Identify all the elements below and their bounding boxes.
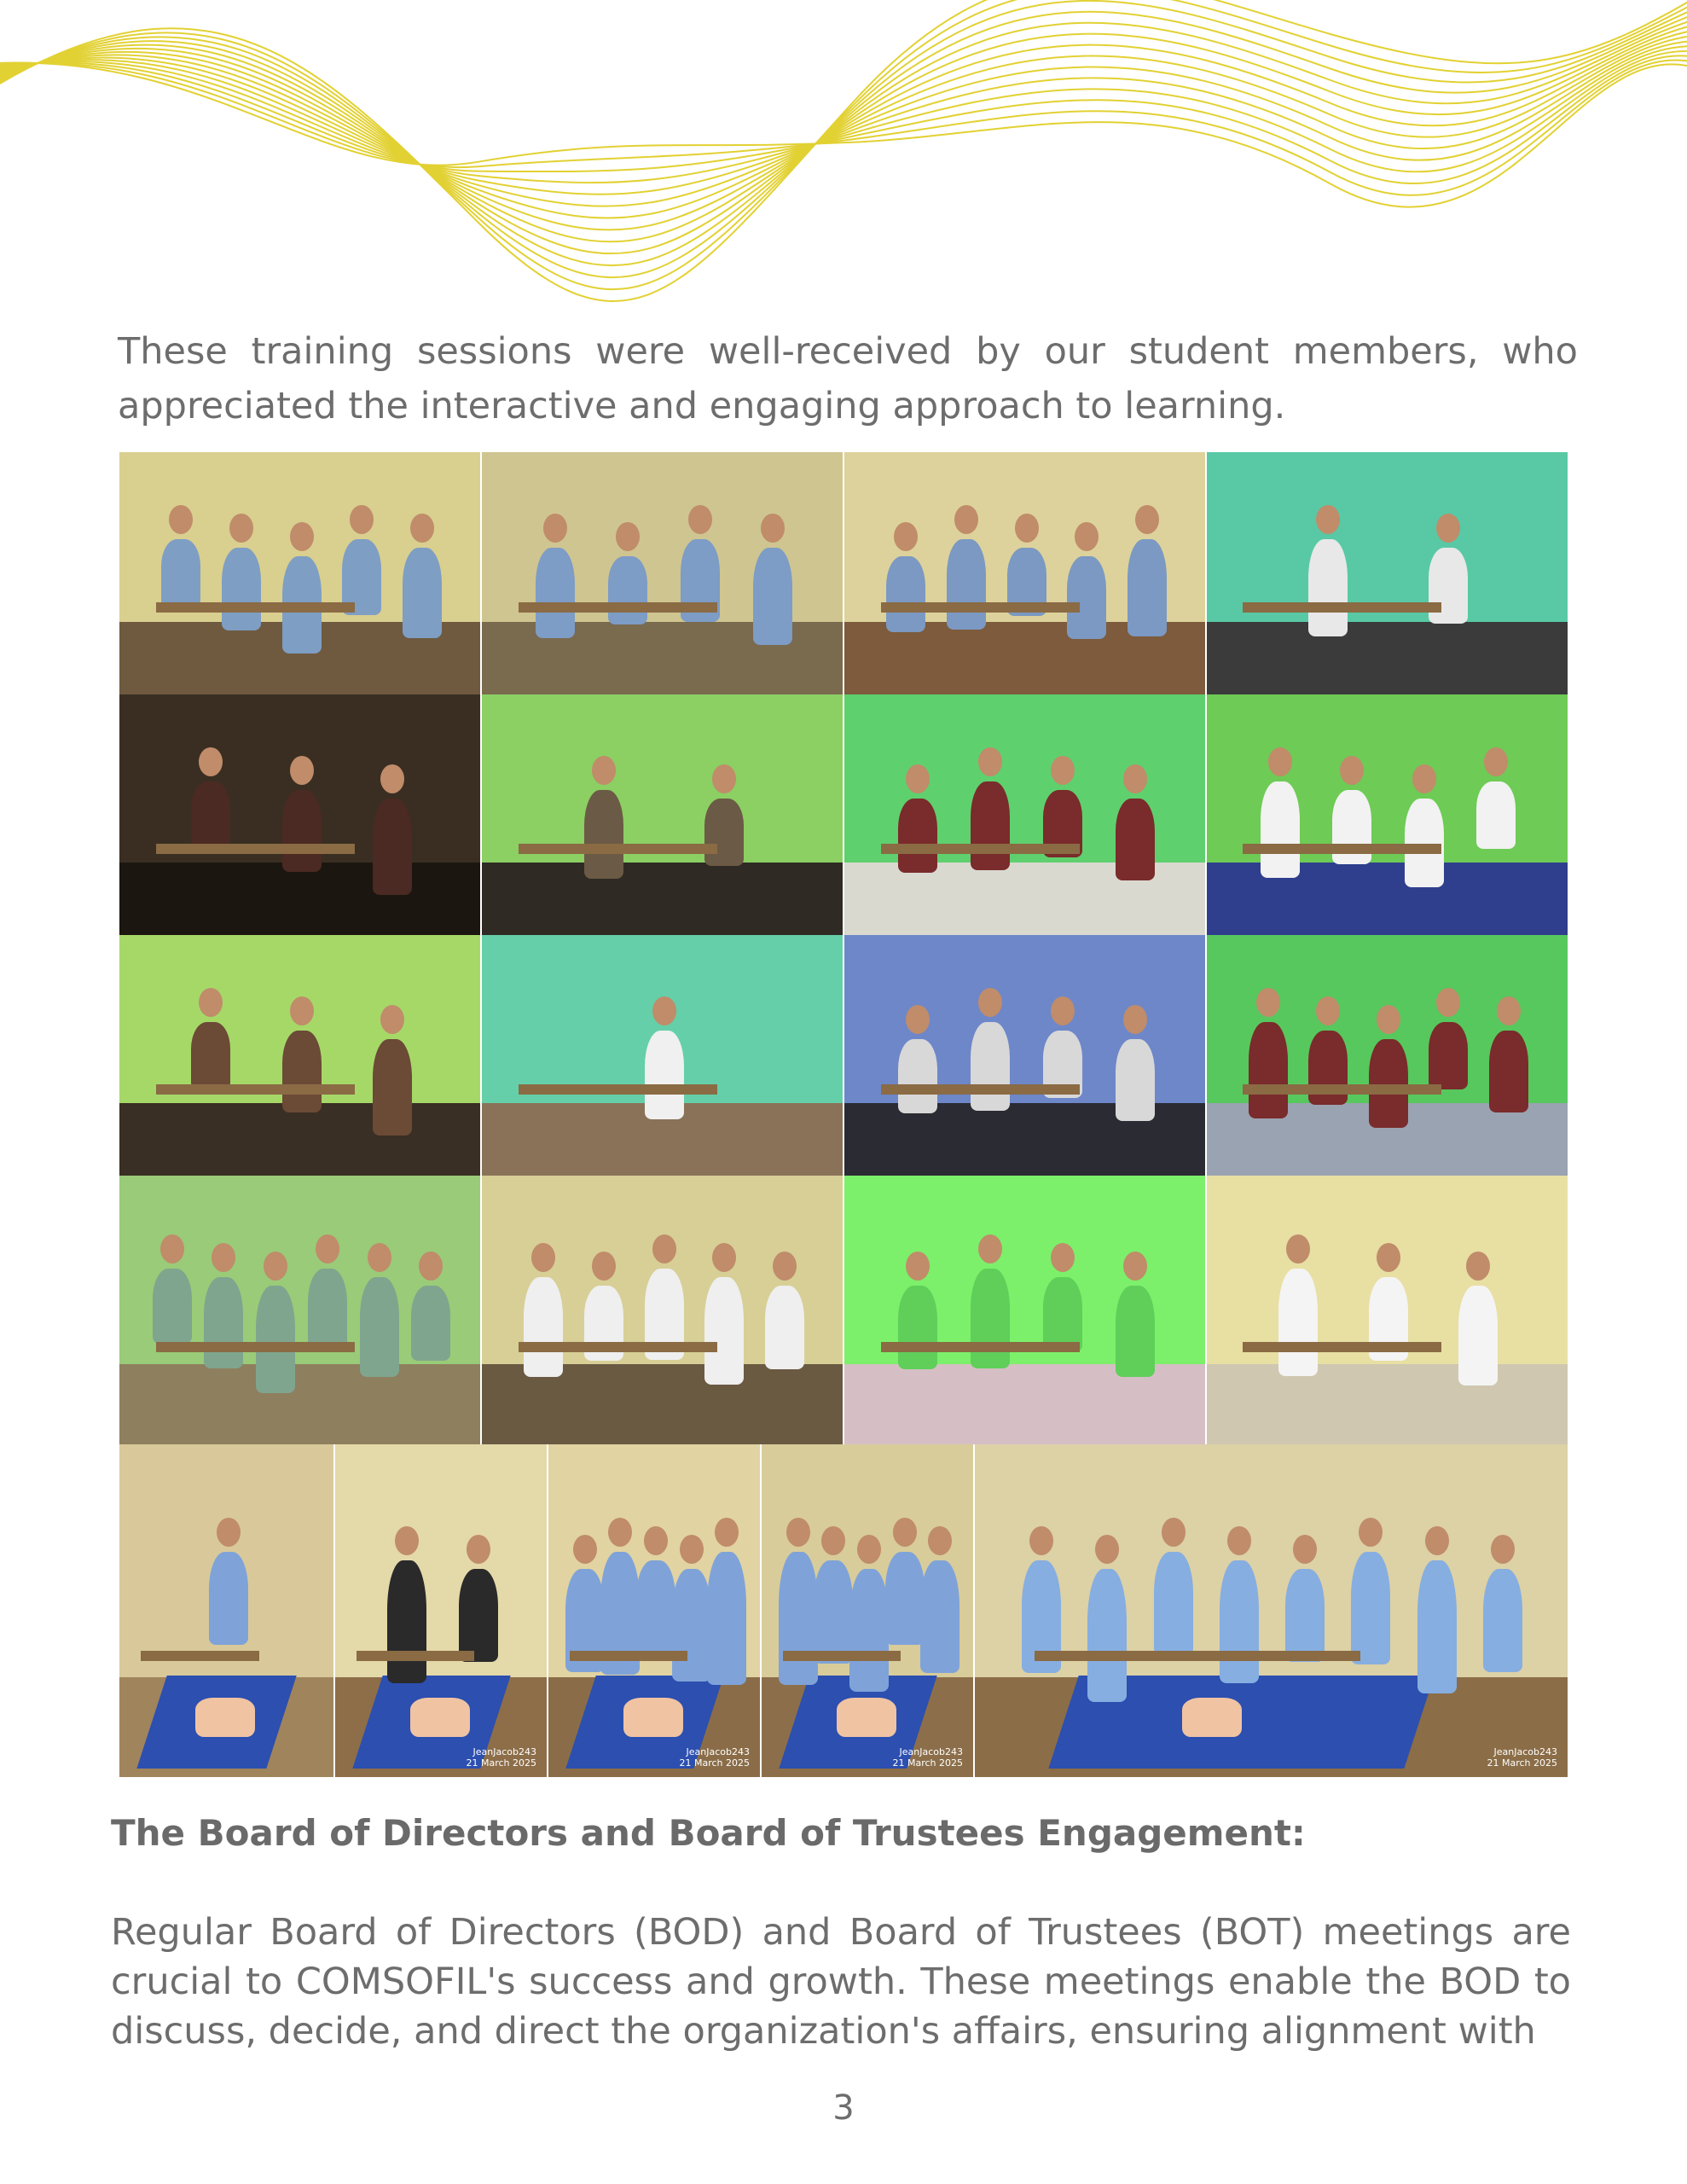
photo-refrigerator-repair (119, 935, 482, 1176)
decorative-wave-lines (0, 0, 1687, 316)
photo-compressor-repair-closeup (119, 694, 482, 935)
photo-watermark: JeanJacob243 21 March 2025 (892, 1746, 963, 1769)
photo-evening-laptop-class (844, 935, 1207, 1176)
photo-classroom-students-writing (482, 452, 844, 694)
photo-cpr-class-wide (975, 1444, 1568, 1777)
photo-watermark: JeanJacob243 21 March 2025 (466, 1746, 536, 1769)
wave-line (0, 0, 1687, 301)
photo-watermark: JeanJacob243 21 March 2025 (1487, 1746, 1557, 1769)
intro-paragraph: These training sessions were well-received by our student members, who appreciated the interactive and engaging approach to learning. (118, 330, 1578, 427)
photo-classroom-laptops (119, 452, 482, 694)
wave-line (0, 63, 1687, 207)
wave-line (0, 16, 1687, 253)
wave-line (0, 1, 1687, 277)
photo-trainee-hoodie (482, 694, 844, 935)
collage-row (119, 1176, 1568, 1444)
photo-workbench-wiring (1207, 694, 1568, 935)
photo-certificate-handover (1207, 1176, 1568, 1444)
collage-row (119, 1444, 1568, 1777)
photo-cpr-instructor (335, 1444, 548, 1777)
photo-selfie-green-room (844, 1176, 1207, 1444)
section-body: Regular Board of Directors (BOD) and Board of Trustees (BOT) meetings are crucial to COMSOFIL's success and growth. These meetings enable the BOD to discuss, decide, and direct the organization's affairs, ensuring alignment with (111, 1911, 1571, 2053)
page-number: 3 (832, 2088, 855, 2128)
photo-cpr-demo-group (762, 1444, 975, 1777)
photo-green-room-workshop (844, 694, 1207, 935)
photo-group-celebration (119, 1176, 482, 1444)
collage-row (119, 452, 1568, 694)
collage-row (119, 935, 1568, 1176)
photo-projector-session (482, 1176, 844, 1444)
photo-watermark: JeanJacob243 21 March 2025 (679, 1746, 750, 1769)
photo-cpr-floor-wide (548, 1444, 762, 1777)
photo-instructors-demo (1207, 452, 1568, 694)
photo-group-workbench (1207, 935, 1568, 1176)
collage-row (119, 694, 1568, 935)
photo-classroom-overview (844, 452, 1207, 694)
photo-cpr-kneeling (119, 1444, 335, 1777)
section-heading: The Board of Directors and Board of Trustees Engagement: (111, 1812, 1306, 1854)
training-photo-collage (119, 452, 1568, 1777)
photo-brazing-demo (482, 935, 844, 1176)
